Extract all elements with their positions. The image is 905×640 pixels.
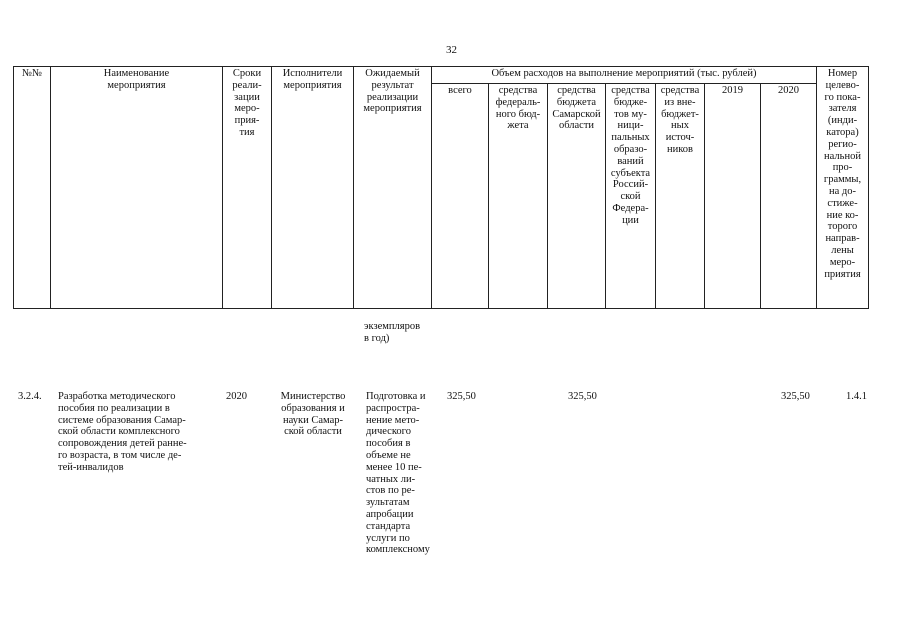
row-2020: 325,50 xyxy=(781,391,810,402)
header-2020: 2020 xyxy=(761,84,817,309)
header-indicator: Номер целево- го пока- зателя (инди- катора) регио- нальной про- граммы, на до- стиже- ние ко- торого направ- лены меро- приятия xyxy=(817,67,869,309)
header-executors: Исполнители мероприятия xyxy=(272,67,354,309)
row-total: 325,50 xyxy=(447,391,476,402)
row-name: Разработка методического пособия по реализации в системе образования Самар- ской области комплексного сопровождения детей ранне- го возраста, в том числе де- тей-инвалидов xyxy=(58,391,187,473)
header-terms: Сроки реали- зации меро- прия- тия xyxy=(223,67,272,309)
row-result: Подготовка и распростра- нение мето- дического пособия в объеме не менее 10 пе- чатных ли- стов по ре- зультатам апробации стандарта услуги по комплексному xyxy=(366,391,430,556)
header-federal: средства федераль- ного бюд- жета xyxy=(489,84,548,309)
header-table xyxy=(13,66,869,309)
header-total: всего xyxy=(432,84,489,309)
header-regional: средства бюджета Самарской области xyxy=(548,84,606,309)
header-volume-title: Объем расходов на выполнение мероприятий (тыс. рублей) xyxy=(432,67,817,84)
row-executor: Министерство образования и науки Самар- ской области xyxy=(280,391,346,438)
header-num: №№ xyxy=(14,67,51,309)
row-term: 2020 xyxy=(226,391,247,402)
row-indicator: 1.4.1 xyxy=(846,391,867,402)
header-result: Ожидаемый результат реализации мероприятия xyxy=(354,67,432,309)
header-municipal: средства бюдже- тов му- ници- пальных образо- ваний субъекта Россий- ской Федера- ции xyxy=(606,84,656,309)
row-number: 3.2.4. xyxy=(18,391,42,402)
row-regional: 325,50 xyxy=(568,391,597,402)
prev-row-continuation: экземпляров в год) xyxy=(364,321,421,344)
header-2019: 2019 xyxy=(705,84,761,309)
page-number: 32 xyxy=(446,44,457,56)
header-name: Наименование мероприятия xyxy=(51,67,223,309)
header-extra: средства из вне- бюджет- ных источ- ников xyxy=(656,84,705,309)
